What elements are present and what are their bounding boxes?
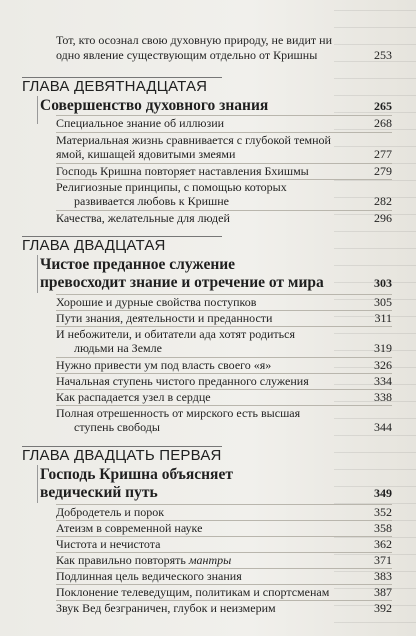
toc-entry-title-cont: развивается любовь к Кришне: [74, 194, 229, 208]
toc-entry-title-emphasis: мантры: [188, 553, 232, 567]
section-title-text: Совершенство духовного знания: [40, 97, 269, 114]
chapter-heading: ГЛАВА ДВАДЦАТАЯ: [22, 237, 166, 254]
toc-entry-title: Религиозные принципы, с помощью которых: [56, 180, 287, 194]
toc-entry-title: Атеизм в современной науке: [56, 521, 203, 535]
toc-entry: [56, 163, 392, 178]
toc-page-number: 352: [374, 505, 392, 519]
toc-entry-title: Тот, кто осознал свою духовную природу, не видит ни: [56, 33, 333, 47]
toc-page-number: 305: [374, 295, 392, 309]
section-title-text: Чистое преданное служение: [40, 256, 236, 273]
toc-page-number: 338: [374, 390, 392, 404]
toc-entry-title: Как распадается узел в сердце: [56, 390, 211, 404]
section-page-number: 303: [374, 276, 392, 290]
toc-entry-cont: [56, 420, 392, 434]
toc-page-number: 334: [374, 374, 392, 388]
toc-entry: [56, 389, 392, 404]
toc-entry: [56, 520, 392, 535]
toc-entry: [56, 326, 392, 341]
toc-entry: [56, 132, 392, 147]
chapter-heading: ГЛАВА ДЕВЯТНАДЦАТАЯ: [22, 78, 208, 95]
toc-entry: [56, 600, 392, 615]
section-page-number: 265: [374, 99, 392, 113]
toc-entry-cont: [56, 194, 392, 208]
toc-entry-title: Хорошие и дурные свойства поступков: [56, 295, 257, 309]
toc-entry-title: [56, 553, 392, 567]
section-rule: [37, 465, 38, 503]
toc-entry-cont: [56, 341, 392, 355]
toc-page-number: 326: [374, 358, 392, 372]
toc-entry-title: Пути знания, деятельности и преданности: [56, 311, 273, 325]
toc-entry-title: Нужно привести ум под власть своего «я»: [56, 358, 272, 372]
toc-entry-title: Чистота и нечистота: [56, 537, 161, 551]
toc-entry-title: Специальное знание об иллюзии: [56, 116, 225, 130]
section-rule: [37, 255, 38, 293]
toc-entry: [56, 504, 392, 519]
toc-page-number: 371: [374, 553, 392, 567]
section-title-text: Господь Кришна объясняет: [40, 466, 233, 483]
toc-entry: [56, 373, 392, 388]
toc-entry: [56, 115, 392, 130]
toc-page-number: 392: [374, 601, 392, 615]
toc-entry-title-cont: людьми на Земле: [74, 341, 162, 355]
toc-entry: [56, 357, 392, 372]
toc-entry-title: Качества, желательные для людей: [56, 211, 230, 225]
section-title-text-cont: ведический путь: [40, 484, 158, 501]
toc-entry-cont: [56, 147, 392, 161]
toc-entry: [56, 568, 392, 583]
toc-page-number: 277: [374, 147, 392, 161]
toc-page-number: 253: [374, 48, 392, 62]
toc-page-number: 319: [374, 341, 392, 355]
toc-entry-title-cont: ступень свободы: [74, 420, 160, 434]
section-title-cont: [40, 484, 392, 502]
toc-entry-title: Господь Кришна повторяет наставления Бхишмы: [56, 164, 309, 178]
toc-entry-title-cont: одно явление существующим отдельно от Кришны: [56, 48, 318, 62]
section-title: [40, 97, 392, 115]
toc-entry-title-cont: ямой, кишащей ядовитыми змеями: [56, 147, 236, 161]
section-title-text-cont: превосходит знание и отречение от мира: [40, 274, 324, 291]
toc-page-number: 358: [374, 521, 392, 535]
toc-entry-title: И небожители, и обитатели ада хотят родиться: [56, 327, 295, 341]
toc-page-number: 268: [374, 116, 392, 130]
section-title: [40, 256, 392, 274]
toc-page-number: 282: [374, 194, 392, 208]
toc-entry-title: Начальная ступень чистого преданного служения: [56, 374, 309, 388]
toc-page-number: 311: [374, 311, 392, 325]
section-title-cont: [40, 274, 392, 292]
toc-entry-title: Материальная жизнь сравнивается с глубокой темной: [56, 133, 331, 147]
toc-page-number: 296: [374, 211, 392, 225]
toc-entry-title: Добродетель и порок: [56, 505, 165, 519]
toc-page-number: 387: [374, 585, 392, 599]
toc-entry-title: Подлинная цель ведического знания: [56, 569, 242, 583]
toc-entry: [56, 210, 392, 225]
toc-entry-cont: [56, 48, 392, 62]
toc-entry: [56, 552, 392, 567]
section-rule: [37, 96, 38, 124]
toc-entry-title-text: Как правильно повторять: [56, 553, 189, 567]
toc-entry: [56, 584, 392, 599]
toc-entry: [56, 179, 392, 194]
toc-page-number: 362: [374, 537, 392, 551]
toc-entry-title: Звук Вед безграничен, глубок и неизмерим: [56, 601, 276, 615]
toc-entry: [56, 536, 392, 551]
toc-page-number: 279: [374, 164, 392, 178]
toc-entry-title: Полная отрешенность от мирского есть высшая: [56, 406, 301, 420]
chapter-heading: ГЛАВА ДВАДЦАТЬ ПЕРВАЯ: [22, 447, 222, 464]
toc-entry-title: Поклонение телеведущим, политикам и спортсменам: [56, 585, 330, 599]
toc-entry: [56, 33, 392, 47]
section-page-number: 349: [374, 486, 392, 500]
toc-page-number: 383: [374, 569, 392, 583]
toc-entry: [56, 294, 392, 309]
toc-entry: [56, 405, 392, 420]
section-title: [40, 466, 392, 484]
toc-entry: [56, 310, 392, 325]
toc-page-number: 344: [374, 420, 392, 434]
